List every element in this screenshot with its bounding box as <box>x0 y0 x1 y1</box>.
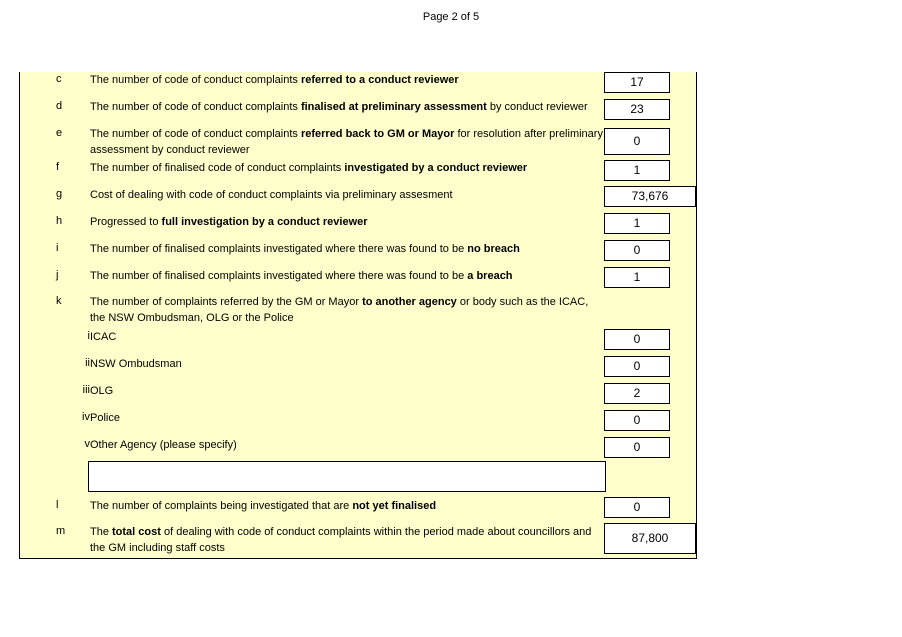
subrow-police-value-field[interactable]: 0 <box>604 410 670 431</box>
subrow-label-other-agency: Other Agency (please specify) <box>90 439 237 451</box>
subrow-nsw-ombudsman-value-field[interactable]: 0 <box>604 356 670 377</box>
row-letter-f: f <box>56 161 60 173</box>
row-c-value-field[interactable]: 17 <box>604 72 670 93</box>
row-c-description: The number of code of conduct complaints referred to a conduct reviewer <box>90 74 459 86</box>
row-g-description: Cost of dealing with code of conduct complaints via preliminary assesment <box>90 189 453 201</box>
row-j-description: The number of finalised complaints investigated where there was found to be a breach <box>90 270 513 282</box>
row-letter-k: k <box>56 295 62 307</box>
row-f-description: The number of finalised code of conduct complaints investigated by a conduct reviewer <box>90 162 528 174</box>
subrow-label-icac: ICAC <box>90 331 117 343</box>
row-letter-j: j <box>56 269 59 281</box>
row-letter-e: e <box>56 127 63 139</box>
row-letter-l: l <box>56 499 59 511</box>
subrow-number: iii <box>82 384 90 396</box>
row-k-description: The number of complaints referred by the GM or Mayor to another agency or body such as the ICAC, the NSW Ombudsman, OLG or the Police <box>90 296 589 324</box>
row-e-description: The number of code of conduct complaints referred back to GM or Mayor for resolution after preliminary assessment by conduct reviewer <box>90 128 603 156</box>
row-f-value-field[interactable]: 1 <box>604 160 670 181</box>
subrow-number: ii <box>85 357 90 369</box>
subrow-label-nsw-ombudsman: NSW Ombudsman <box>90 358 182 370</box>
row-i-description: The number of finalised complaints investigated where there was found to be no breach <box>90 243 520 255</box>
subrow-icac-value-field[interactable]: 0 <box>604 329 670 350</box>
subrow-number: i <box>87 330 90 342</box>
row-l-value-field[interactable]: 0 <box>604 497 670 518</box>
row-m-description: The total cost of dealing with code of conduct complaints within the period made about councillors and the GM including staff costs <box>90 526 592 554</box>
subrow-other-agency-value-field[interactable]: 0 <box>604 437 670 458</box>
row-letter-h: h <box>56 215 63 227</box>
row-i-value-field[interactable]: 0 <box>604 240 670 261</box>
row-letter-c: c <box>56 73 62 85</box>
row-m-value-field[interactable]: 87,800 <box>604 523 696 554</box>
row-e-value-field[interactable]: 0 <box>604 128 670 155</box>
other-agency-specify-field[interactable] <box>88 461 606 492</box>
row-letter-g: g <box>56 188 63 200</box>
row-letter-m: m <box>56 525 66 537</box>
page-number: Page 2 of 5 <box>422 11 480 23</box>
subrow-label-police: Police <box>90 412 120 424</box>
row-h-description: Progressed to full investigation by a conduct reviewer <box>90 216 368 228</box>
subrow-olg-value-field[interactable]: 2 <box>604 383 670 404</box>
row-d-value-field[interactable]: 23 <box>604 99 670 120</box>
row-d-description: The number of code of conduct complaints finalised at preliminary assessment by conduct reviewer <box>90 101 588 113</box>
subrow-label-olg: OLG <box>90 385 114 397</box>
subrow-number: v <box>84 438 90 450</box>
row-letter-d: d <box>56 100 63 112</box>
row-g-value-field[interactable]: 73,676 <box>604 186 696 207</box>
row-h-value-field[interactable]: 1 <box>604 213 670 234</box>
complaints-statistics-form <box>19 72 697 559</box>
row-j-value-field[interactable]: 1 <box>604 267 670 288</box>
subrow-number: iv <box>82 411 90 423</box>
row-l-description: The number of complaints being investigated that are not yet finalised <box>90 500 437 512</box>
row-letter-i: i <box>56 242 59 254</box>
